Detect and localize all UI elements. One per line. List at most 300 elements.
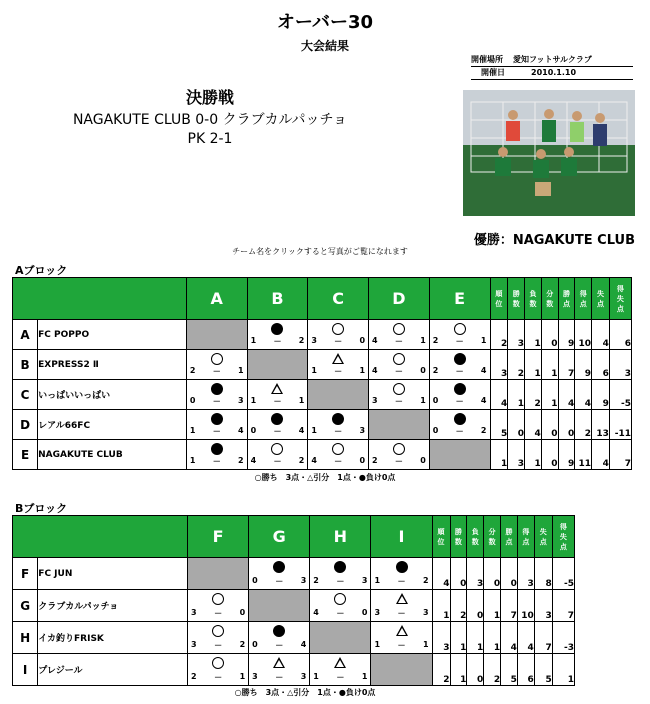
stat-value: 1 <box>552 654 574 686</box>
team-name-link[interactable]: FC POPPO <box>38 320 187 350</box>
draw-triangle-icon <box>396 625 408 637</box>
stat-value: 4 <box>592 440 610 470</box>
match-score <box>372 366 426 377</box>
stat-value: 7 <box>552 590 574 622</box>
match-result-cell <box>249 654 310 686</box>
row-letter: F <box>13 558 38 590</box>
stat-header <box>467 516 484 558</box>
match-score <box>251 336 305 347</box>
score-dash: － <box>275 673 284 682</box>
match-result-cell <box>310 590 371 622</box>
team-row <box>13 320 632 350</box>
stat-header-char: 点 <box>562 299 570 308</box>
score-against: 3 <box>300 576 307 585</box>
stat-value: -3 <box>552 622 574 654</box>
team-row <box>13 558 575 590</box>
stat-header-char: 数 <box>488 537 496 546</box>
draw-triangle-icon <box>334 657 346 669</box>
score-against: 3 <box>422 608 429 617</box>
venue-place-value: 愛知フットサルクラブ <box>513 55 592 64</box>
stat-value: 0 <box>484 558 501 590</box>
stat-value: 4 <box>432 558 450 590</box>
score-against: 1 <box>237 366 244 375</box>
header-corner <box>13 516 188 558</box>
score-dash: － <box>273 337 282 346</box>
stat-header-char: 得 <box>522 527 530 536</box>
score-for: 0 <box>252 640 258 649</box>
stat-value: 7 <box>558 350 575 380</box>
stat-value: 3 <box>432 622 450 654</box>
score-against: 2 <box>237 456 244 465</box>
stat-value: 3 <box>467 558 484 590</box>
match-result-cell <box>247 440 308 470</box>
score-dash: － <box>394 457 403 466</box>
stat-value: 0 <box>450 558 467 590</box>
stat-value: 4 <box>490 380 508 410</box>
venue-place-row <box>471 54 633 67</box>
stat-value: 13 <box>592 410 610 440</box>
stat-header-char: 点 <box>539 537 547 546</box>
stat-header-char: 勝 <box>505 527 513 536</box>
match-score <box>251 426 305 437</box>
self-match-cell <box>186 320 247 350</box>
row-letter: I <box>13 654 38 686</box>
stat-value: 1 <box>525 440 542 470</box>
column-header-h: H <box>310 516 371 558</box>
stat-value: 4 <box>575 380 592 410</box>
score-against: 1 <box>361 672 368 681</box>
score-against: 2 <box>422 576 429 585</box>
score-against: 1 <box>422 640 429 649</box>
match-result-cell <box>429 350 490 380</box>
score-dash: － <box>214 609 223 618</box>
score-dash: － <box>334 457 343 466</box>
draw-triangle-icon <box>396 593 408 605</box>
match-score <box>251 396 305 407</box>
stat-header-char: 点 <box>505 537 513 546</box>
stat-value: 1 <box>467 622 484 654</box>
stat-value: 0 <box>501 558 518 590</box>
win-circle-icon <box>212 625 224 637</box>
column-header-d: D <box>369 278 430 320</box>
match-result-cell <box>188 654 249 686</box>
score-dash: － <box>455 367 464 376</box>
match-score <box>372 396 426 407</box>
loss-dot-icon <box>211 443 223 455</box>
stat-header-char: 点 <box>522 537 530 546</box>
team-photo-image <box>463 90 635 216</box>
stat-value: 0 <box>541 410 558 440</box>
venue-date-row <box>471 67 633 80</box>
stat-value: 4 <box>525 410 542 440</box>
stat-header-char: 失 <box>616 294 624 303</box>
stat-value: -5 <box>552 558 574 590</box>
score-against: 1 <box>420 336 426 345</box>
score-against: 4 <box>298 426 305 435</box>
score-for: 1 <box>189 426 196 435</box>
stat-value: 3 <box>534 590 552 622</box>
stat-value: 4 <box>592 320 610 350</box>
score-dash: － <box>212 367 221 376</box>
stat-header-char: 失 <box>596 289 604 298</box>
photo-click-note: チーム名をクリックすると写真がご覧になれます <box>232 247 408 256</box>
winner-label: 優勝：NAGAKUTE CLUB <box>473 233 635 248</box>
win-circle-icon <box>393 383 405 395</box>
score-for: 3 <box>374 608 381 617</box>
score-against: 4 <box>237 426 244 435</box>
column-header-b: B <box>247 278 308 320</box>
stat-header-char: 点 <box>559 542 567 551</box>
match-result-cell <box>369 320 430 350</box>
page-subtitle: 大会結果 <box>300 39 349 53</box>
team-name-link[interactable]: いっぱいいっぱい <box>38 380 187 410</box>
score-against: 1 <box>420 396 426 405</box>
stat-header <box>592 278 610 320</box>
loss-dot-icon <box>454 353 466 365</box>
score-dash: － <box>334 367 343 376</box>
score-for: 4 <box>313 608 319 617</box>
win-circle-icon <box>211 353 223 365</box>
venue-place-label: 開催場所 <box>471 55 503 64</box>
score-for: 4 <box>372 336 378 345</box>
stat-header-char: 数 <box>546 299 554 308</box>
row-letter: E <box>13 440 38 470</box>
header-row <box>13 516 575 558</box>
score-dash: － <box>273 397 282 406</box>
match-result-cell <box>429 380 490 410</box>
score-against: 4 <box>480 396 487 405</box>
stat-value: 3 <box>517 558 534 590</box>
stat-header-char: 数 <box>529 299 537 308</box>
stat-value: 1 <box>450 622 467 654</box>
stat-value: 3 <box>609 350 631 380</box>
self-match-cell <box>308 380 369 410</box>
stat-value: 1 <box>484 622 501 654</box>
self-match-cell <box>429 440 490 470</box>
score-dash: － <box>397 641 406 650</box>
stat-header <box>575 278 592 320</box>
venue-date-value: 2010.1.10 <box>531 68 577 77</box>
block-a-table <box>12 277 632 470</box>
match-score <box>313 672 367 683</box>
header-corner <box>13 278 187 320</box>
match-score <box>190 426 244 437</box>
score-dash: － <box>336 577 345 586</box>
stat-header <box>484 516 501 558</box>
stat-value: 0 <box>467 654 484 686</box>
stat-value: 0 <box>508 410 525 440</box>
match-score <box>313 576 367 587</box>
row-letter: D <box>13 410 38 440</box>
block-a-legend: ○勝ち 3点・△引分 1点・●負け0点 <box>254 473 396 482</box>
page-title: オーバー30 <box>276 12 374 33</box>
stat-header <box>501 516 518 558</box>
stat-value: 2 <box>525 380 542 410</box>
team-name-link[interactable]: クラブカルパッチョ <box>38 590 188 622</box>
score-against: 4 <box>300 640 307 649</box>
column-header-g: G <box>249 516 310 558</box>
stat-header-char: 失 <box>539 527 547 536</box>
block-a-title: Aブロック <box>15 264 68 277</box>
column-header-a: A <box>186 278 247 320</box>
stat-header-char: 数 <box>512 299 520 308</box>
match-result-cell <box>186 440 247 470</box>
stat-value: 2 <box>450 590 467 622</box>
match-score <box>252 640 306 651</box>
score-against: 1 <box>480 336 487 345</box>
score-dash: － <box>273 457 282 466</box>
stat-header-char: 勝 <box>562 289 570 298</box>
score-against: 1 <box>359 366 366 375</box>
match-result-cell <box>188 622 249 654</box>
match-result-cell <box>308 320 369 350</box>
stat-value: 6 <box>609 320 631 350</box>
row-letter: B <box>13 350 38 380</box>
score-for: 1 <box>374 576 381 585</box>
team-row <box>13 350 632 380</box>
match-result-cell <box>371 590 432 622</box>
loss-dot-icon <box>454 383 466 395</box>
stat-value: 4 <box>558 380 575 410</box>
loss-dot-icon <box>271 413 283 425</box>
stat-value: 0 <box>541 320 558 350</box>
win-circle-icon <box>332 443 344 455</box>
row-letter: G <box>13 590 38 622</box>
stat-value: 6 <box>517 654 534 686</box>
score-for: 2 <box>432 336 439 345</box>
match-score <box>374 576 428 587</box>
stat-header <box>541 278 558 320</box>
team-name-link[interactable]: NAGAKUTE CLUB <box>38 440 187 470</box>
self-match-cell <box>310 622 371 654</box>
stat-value: 1 <box>508 380 525 410</box>
win-circle-icon <box>332 323 344 335</box>
score-dash: － <box>212 397 221 406</box>
match-result-cell <box>369 440 430 470</box>
score-against: 3 <box>300 672 307 681</box>
team-row <box>13 410 632 440</box>
stat-value: 1 <box>490 440 508 470</box>
score-dash: － <box>334 337 343 346</box>
team-name-link[interactable]: プレジール <box>38 654 188 686</box>
final-heading: 決勝戦 <box>185 88 234 107</box>
stat-header-char: 負 <box>529 289 537 298</box>
stat-value: 2 <box>490 320 508 350</box>
stat-value: 8 <box>534 558 552 590</box>
match-result-cell <box>308 440 369 470</box>
loss-dot-icon <box>454 413 466 425</box>
stat-header <box>432 516 450 558</box>
score-against: 3 <box>359 426 366 435</box>
stat-header-char: 得 <box>616 284 624 293</box>
score-dash: － <box>273 427 282 436</box>
row-letter: A <box>13 320 38 350</box>
score-against: 0 <box>359 336 366 345</box>
stat-value: 2 <box>484 654 501 686</box>
match-score <box>252 672 306 683</box>
winner-team-photo <box>463 90 635 216</box>
stat-value: -5 <box>609 380 631 410</box>
match-score <box>190 456 244 467</box>
match-score <box>433 396 487 407</box>
stat-value: 2 <box>508 350 525 380</box>
match-score <box>252 576 306 587</box>
stat-value: 1 <box>432 590 450 622</box>
stat-value: 1 <box>525 350 542 380</box>
loss-dot-icon <box>396 561 408 573</box>
match-result-cell <box>308 410 369 440</box>
team-name-link[interactable]: EXPRESS2 Ⅱ <box>38 350 187 380</box>
team-name-link[interactable]: FC JUN <box>38 558 188 590</box>
self-match-cell <box>371 654 432 686</box>
score-for: 1 <box>311 426 317 435</box>
stat-value: 3 <box>508 320 525 350</box>
match-result-cell <box>308 350 369 380</box>
stat-value: 10 <box>517 590 534 622</box>
stat-header <box>609 278 631 320</box>
score-for: 1 <box>374 640 381 649</box>
score-dash: － <box>394 397 403 406</box>
column-header-e: E <box>429 278 490 320</box>
score-for: 0 <box>189 396 196 405</box>
draw-triangle-icon <box>273 657 285 669</box>
score-dash: － <box>336 609 345 618</box>
score-against: 0 <box>359 456 366 465</box>
column-header-i: I <box>371 516 432 558</box>
match-score <box>433 366 487 377</box>
match-score <box>190 396 244 407</box>
loss-dot-icon <box>271 323 283 335</box>
block-b-legend: ○勝ち 3点・△引分 1点・●負け0点 <box>234 688 376 697</box>
match-result-cell <box>249 622 310 654</box>
score-against: 1 <box>239 672 246 681</box>
team-row <box>13 440 632 470</box>
match-score <box>190 366 244 377</box>
stat-value: 5 <box>501 654 518 686</box>
stat-value: 3 <box>490 350 508 380</box>
score-for: 2 <box>189 366 196 375</box>
stat-header <box>558 278 575 320</box>
stat-header <box>490 278 508 320</box>
stat-value: 0 <box>558 410 575 440</box>
win-circle-icon <box>393 353 405 365</box>
score-for: 2 <box>191 672 197 681</box>
match-result-cell <box>371 622 432 654</box>
stat-header-char: 得 <box>579 289 587 298</box>
score-for: 1 <box>250 396 257 405</box>
score-against: 0 <box>239 608 246 617</box>
stat-value: 4 <box>517 622 534 654</box>
team-row <box>13 654 575 686</box>
stat-value: 9 <box>575 350 592 380</box>
match-score <box>372 456 426 467</box>
win-circle-icon <box>393 443 405 455</box>
match-result-cell <box>247 320 308 350</box>
win-circle-icon <box>271 443 283 455</box>
score-dash: － <box>212 457 221 466</box>
score-for: 1 <box>189 456 196 465</box>
score-against: 2 <box>298 456 305 465</box>
match-score <box>191 672 245 683</box>
score-against: 2 <box>239 640 246 649</box>
score-dash: － <box>455 427 464 436</box>
stat-value: 9 <box>558 440 575 470</box>
stat-value: 9 <box>558 320 575 350</box>
score-against: 1 <box>298 396 305 405</box>
row-letter: C <box>13 380 38 410</box>
match-result-cell <box>310 654 371 686</box>
stat-header-char: 勝 <box>454 527 462 536</box>
self-match-cell <box>249 590 310 622</box>
score-for: 3 <box>191 640 197 649</box>
win-circle-icon <box>212 593 224 605</box>
score-for: 0 <box>432 396 439 405</box>
match-result-cell <box>369 380 430 410</box>
self-match-cell <box>369 410 430 440</box>
stat-value: 2 <box>575 410 592 440</box>
score-for: 4 <box>311 456 317 465</box>
stat-value: 6 <box>592 350 610 380</box>
stat-header-char: 分 <box>546 289 554 298</box>
team-name-link[interactable]: イカ釣りFRISK <box>38 622 188 654</box>
loss-dot-icon <box>211 413 223 425</box>
score-dash: － <box>336 673 345 682</box>
stat-header <box>525 278 542 320</box>
score-for: 3 <box>191 608 197 617</box>
stat-header-char: 位 <box>437 537 445 546</box>
stat-value: 7 <box>609 440 631 470</box>
stat-header-char: 点 <box>579 299 587 308</box>
score-dash: － <box>394 337 403 346</box>
score-against: 0 <box>361 608 368 617</box>
loss-dot-icon <box>273 561 285 573</box>
stat-value: 1 <box>541 350 558 380</box>
stat-header <box>508 278 525 320</box>
team-name-link[interactable]: レアル66FC <box>38 410 187 440</box>
win-circle-icon <box>334 593 346 605</box>
match-score <box>433 426 487 437</box>
block-b-title: Bブロック <box>15 502 68 515</box>
score-for: 2 <box>313 576 319 585</box>
stat-value: 1 <box>525 320 542 350</box>
loss-dot-icon <box>273 625 285 637</box>
score-for: 2 <box>432 366 439 375</box>
stat-value: 1 <box>484 590 501 622</box>
score-dash: － <box>455 397 464 406</box>
stat-header-char: 分 <box>488 527 496 536</box>
stat-value: 0 <box>467 590 484 622</box>
stat-header-char: 位 <box>495 299 503 308</box>
score-for: 0 <box>250 426 257 435</box>
match-result-cell <box>186 350 247 380</box>
stat-value: 5 <box>534 654 552 686</box>
match-result-cell <box>247 380 308 410</box>
score-against: 3 <box>237 396 244 405</box>
match-result-cell <box>186 380 247 410</box>
stat-value: 4 <box>501 622 518 654</box>
stat-header <box>517 516 534 558</box>
match-score <box>372 336 426 347</box>
win-circle-icon <box>454 323 466 335</box>
loss-dot-icon <box>334 561 346 573</box>
stat-header-char: 数 <box>471 537 479 546</box>
score-dash: － <box>275 641 284 650</box>
score-dash: － <box>214 673 223 682</box>
stat-header-char: 失 <box>559 532 567 541</box>
match-score <box>374 608 428 619</box>
match-result-cell <box>429 320 490 350</box>
venue-date-label: 開催日 <box>481 68 505 77</box>
